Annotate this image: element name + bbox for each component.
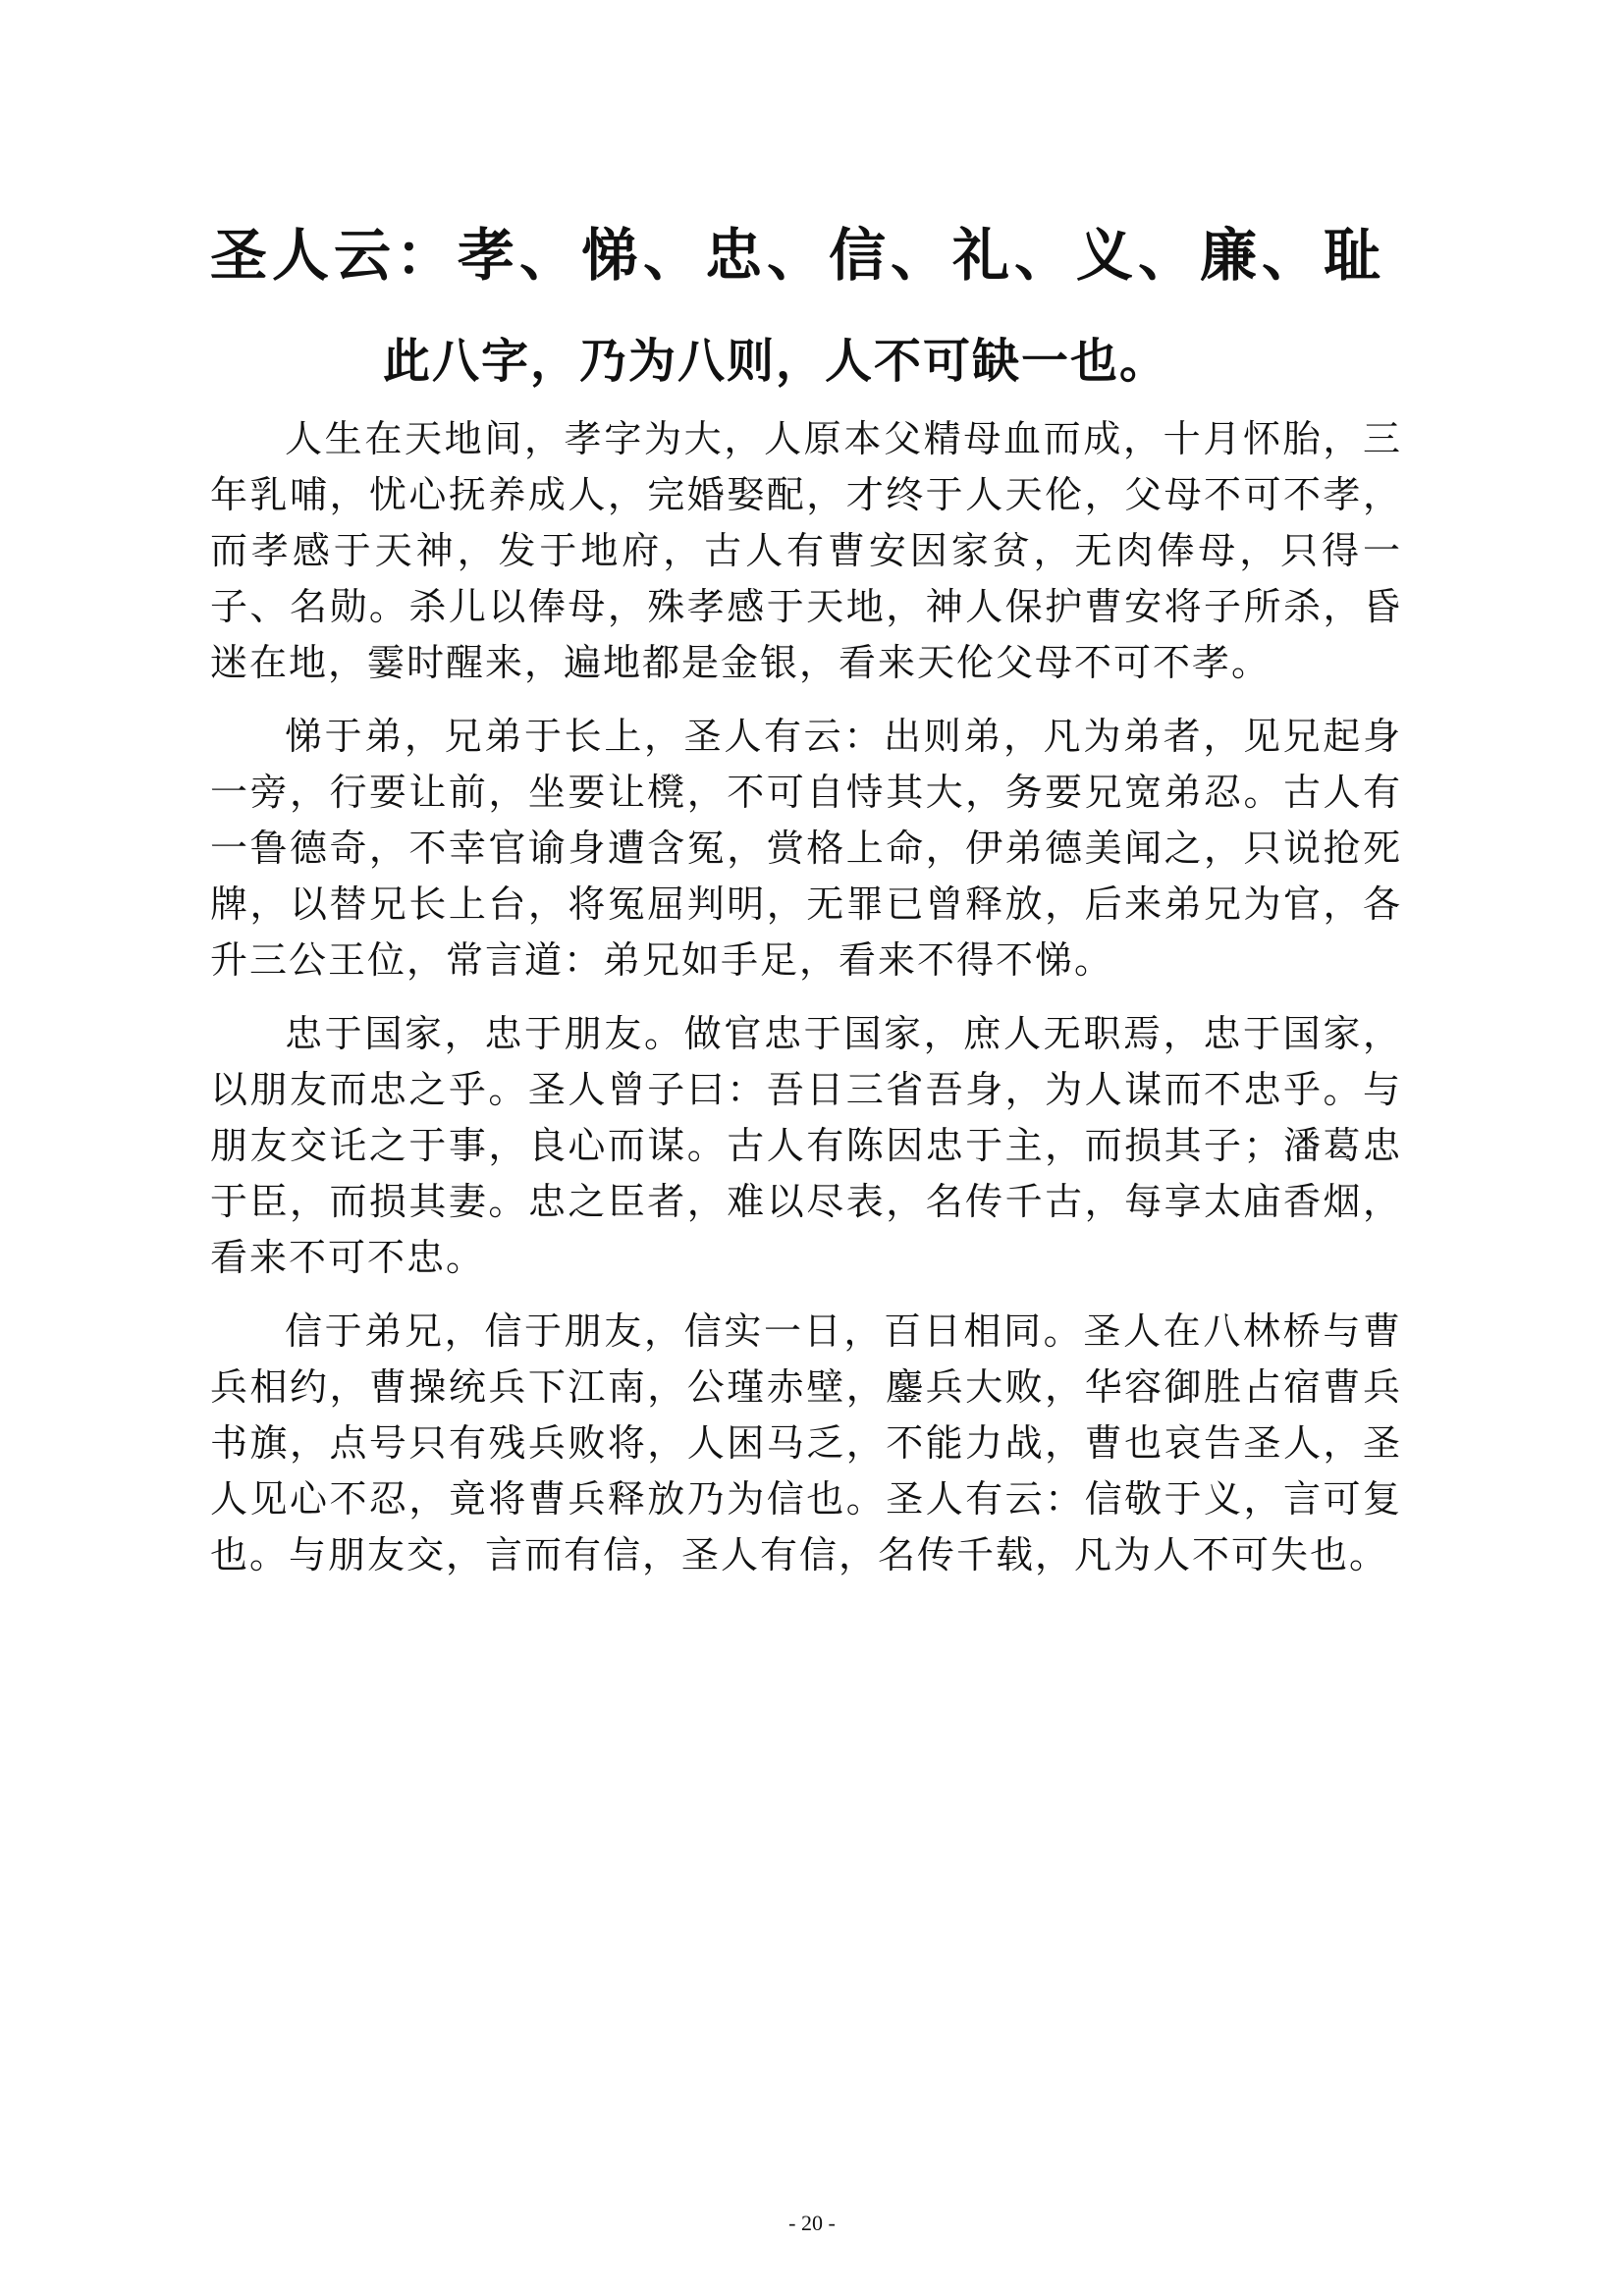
paragraph-filial-piety: 人生在天地间，孝字为大，人原本父精母血而成，十月怀胎，三年乳哺，忧心抚养成人，完婚娶配，才终于人天伦，父母不可不孝，而孝感于天神，发于地府，古人有曹安因家贫，无肉俸母，只得一子、名勋。杀儿以俸母，殊孝感于天地，神人保护曹安将子所杀，昏迷在地，霎时醒来，遍地都是金银，看来天伦父母不可不孝。 bbox=[210, 419, 1402, 684]
paragraph-loyalty: 忠于国家，忠于朋友。做官忠于国家，庶人无职焉，忠于国家，以朋友而忠之乎。圣人曾子曰：吾日三省吾身，为人谋而不忠乎。与朋友交讬之于事，良心而谋。古人有陈因忠于主，而损其子；潘葛忠于臣，而损其妻。忠之臣者，难以尽表，名传千古，每享太庙香烟，看来不可不忠。 bbox=[210, 1014, 1402, 1279]
paragraph-brotherly-respect: 悌于弟，兄弟于长上，圣人有云：出则弟，凡为弟者，见兄起身一旁，行要让前，坐要让櫈，不可自恃其大，务要兄宽弟忍。古人有一鲁德奇，不幸官谕身遭含冤，赏格上命，伊弟德美闻之，只说抢死牌，以替兄长上台，将冤屈判明，无罪已曾释放，后来弟兄为官，各升三公王位，常言道：弟兄如手足，看来不得不悌。 bbox=[210, 717, 1402, 982]
body-text bbox=[210, 412, 1402, 1602]
page-title: 圣人云：孝、悌、忠、信、礼、义、廉、耻 bbox=[210, 222, 1386, 289]
page-subtitle: 此八字，乃为八则，人不可缺一也。 bbox=[383, 334, 1169, 389]
paragraph-trustworthiness: 信于弟兄，信于朋友，信实一日，百日相同。圣人在八林桥与曹兵相约，曹操统兵下江南，公瑾赤壁，鏖兵大败，华容御胜占宿曹兵书旗，点号只有残兵败将，人困马乏，不能力战，曹也哀告圣人，圣人见心不忍，竟将曹兵释放乃为信也。圣人有云：信敬于义，言可复也。与朋友交，言而有信，圣人有信，名传千载，凡为人不可失也。 bbox=[210, 1311, 1402, 1576]
page-number: - 20 - bbox=[788, 2211, 836, 2235]
